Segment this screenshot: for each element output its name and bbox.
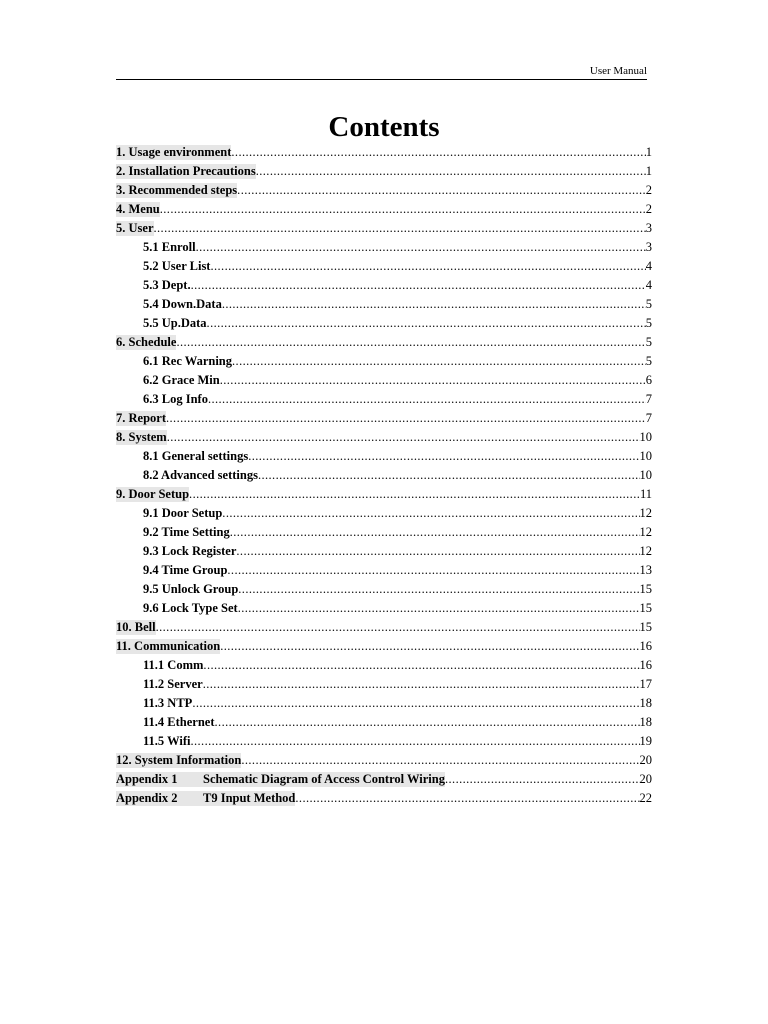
toc-dot-leader: [192, 696, 639, 711]
toc-entry[interactable]: [116, 183, 652, 202]
toc-entry[interactable]: [116, 278, 652, 297]
toc-entry-label: 5.3 Dept.: [143, 278, 191, 292]
toc-page-number: 2: [645, 183, 652, 197]
toc-page-number: 19: [639, 734, 652, 748]
toc-entry-label: 6.2 Grace Min: [143, 373, 220, 387]
toc-dot-leader: [215, 715, 640, 730]
toc-dot-leader: [191, 278, 646, 293]
toc-dot-leader: [207, 316, 646, 331]
toc-dot-leader: [256, 164, 646, 179]
toc-entry-label: [116, 772, 445, 787]
toc-page-number: 15: [639, 601, 652, 615]
toc-dot-leader: [230, 525, 640, 540]
toc-page-number: 6: [645, 373, 652, 387]
toc-dot-leader: [238, 601, 640, 616]
toc-entry[interactable]: [116, 677, 652, 696]
toc-entry[interactable]: [116, 582, 652, 601]
toc-entry[interactable]: [116, 753, 652, 772]
toc-entry[interactable]: [116, 696, 652, 715]
toc-entry-label: 11.1 Comm: [143, 658, 204, 672]
toc-page-number: 7: [645, 392, 652, 406]
toc-page-number: 5: [645, 335, 652, 349]
toc-dot-leader: [295, 791, 639, 806]
toc-entry-label: 12. System Information: [116, 753, 242, 767]
toc-entry-label: 9.1 Door Setup: [143, 506, 223, 520]
toc-dot-leader: [445, 772, 640, 787]
toc-entry[interactable]: [116, 297, 652, 316]
toc-entry[interactable]: [116, 772, 652, 791]
toc-entry-label: 2. Installation Precautions: [116, 164, 256, 178]
toc-page-number: 18: [639, 715, 652, 729]
toc-dot-leader: [232, 354, 646, 369]
toc-page-number: 3: [645, 240, 652, 254]
toc-entry-label: 7. Report: [116, 411, 166, 425]
toc-page-number: 15: [639, 582, 652, 596]
toc-entry-label: 5.1 Enroll: [143, 240, 196, 254]
toc-appendix-number: Appendix 1: [116, 772, 178, 786]
toc-page-number: 2: [645, 202, 652, 216]
toc-entry[interactable]: [116, 487, 652, 506]
toc-entry[interactable]: [116, 544, 652, 563]
toc-entry[interactable]: [116, 240, 652, 259]
toc-page-number: 18: [639, 696, 652, 710]
toc-entry-label: 6.1 Rec Warning: [143, 354, 233, 368]
toc-page-number: 10: [639, 468, 652, 482]
toc-entry[interactable]: [116, 525, 652, 544]
table-of-contents: [116, 145, 652, 810]
toc-dot-leader: [189, 487, 640, 502]
toc-dot-leader: [237, 183, 646, 198]
toc-entry-label: 1. Usage environment: [116, 145, 232, 159]
toc-page-number: 12: [639, 525, 652, 539]
toc-entry[interactable]: [116, 468, 652, 487]
toc-entry-label: 5.4 Down.Data: [143, 297, 222, 311]
toc-entry-label: 11.5 Wifi: [143, 734, 191, 748]
toc-dot-leader: [210, 259, 645, 274]
toc-page-number: 4: [645, 259, 652, 273]
toc-entry[interactable]: [116, 373, 652, 392]
toc-page-number: 3: [645, 221, 652, 235]
toc-dot-leader: [238, 582, 639, 597]
toc-entry[interactable]: [116, 601, 652, 620]
toc-dot-leader: [222, 506, 639, 521]
toc-page-number: 5: [645, 316, 652, 330]
toc-entry-label: 9.5 Unlock Group: [143, 582, 239, 596]
toc-entry-label: 5. User: [116, 221, 154, 235]
toc-dot-leader: [227, 563, 639, 578]
toc-page-number: 4: [645, 278, 652, 292]
toc-entry-label: 5.5 Up.Data: [143, 316, 207, 330]
toc-entry-label: 6. Schedule: [116, 335, 177, 349]
toc-page-number: 10: [639, 430, 652, 444]
toc-dot-leader: [258, 468, 640, 483]
toc-entry[interactable]: [116, 658, 652, 677]
toc-dot-leader: [222, 297, 646, 312]
toc-dot-leader: [166, 411, 646, 426]
toc-dot-leader: [231, 145, 645, 160]
toc-entry[interactable]: [116, 791, 652, 810]
toc-entry[interactable]: [116, 563, 652, 582]
toc-dot-leader: [176, 335, 645, 350]
toc-entry-label: 11.3 NTP: [143, 696, 193, 710]
toc-entry[interactable]: [116, 316, 652, 335]
toc-page-number: 12: [639, 544, 652, 558]
toc-dot-leader: [154, 221, 646, 236]
toc-dot-leader: [220, 373, 646, 388]
toc-page-number: 13: [639, 563, 652, 577]
toc-dot-leader: [241, 753, 639, 768]
toc-appendix-title: T9 Input Method: [203, 791, 296, 805]
toc-entry[interactable]: [116, 164, 652, 183]
toc-entry-label: 9. Door Setup: [116, 487, 190, 501]
toc-page-number: 12: [639, 506, 652, 520]
toc-appendix-title: Schematic Diagram of Access Control Wiring: [203, 772, 445, 786]
toc-entry[interactable]: [116, 354, 652, 373]
header-text: User Manual: [589, 65, 647, 77]
toc-page-number: 20: [639, 753, 652, 767]
toc-entry-label: 6.3 Log Info: [143, 392, 208, 406]
toc-dot-leader: [203, 677, 640, 692]
toc-page-number: 10: [639, 449, 652, 463]
toc-entry[interactable]: [116, 202, 652, 221]
toc-entry[interactable]: [116, 449, 652, 468]
toc-page-number: 15: [639, 620, 652, 634]
toc-entry-label: 8. System: [116, 430, 167, 444]
toc-entry[interactable]: [116, 506, 652, 525]
toc-entry[interactable]: [116, 145, 652, 164]
toc-page-number: 1: [645, 164, 652, 178]
toc-entry-label: 8.2 Advanced settings: [143, 468, 258, 482]
toc-page-number: 20: [639, 772, 652, 786]
toc-page-number: 16: [639, 639, 652, 653]
toc-page-number: 11: [639, 487, 652, 501]
toc-entry-label: 9.3 Lock Register: [143, 544, 237, 558]
toc-entry-label: 3. Recommended steps: [116, 183, 238, 197]
toc-entry-label: 11.4 Ethernet: [143, 715, 215, 729]
page-header: [116, 66, 647, 80]
toc-page-number: 17: [639, 677, 652, 691]
toc-entry[interactable]: [116, 392, 652, 411]
toc-entry-label: 5.2 User List: [143, 259, 211, 273]
toc-dot-leader: [220, 639, 639, 654]
toc-dot-leader: [208, 392, 646, 407]
toc-page-number: 1: [645, 145, 652, 159]
toc-entry-label: 8.1 General settings: [143, 449, 249, 463]
toc-entry[interactable]: [116, 734, 652, 753]
toc-entry-label: 10. Bell: [116, 620, 156, 634]
toc-page-number: 5: [645, 297, 652, 311]
toc-page-number: 7: [645, 411, 652, 425]
toc-dot-leader: [190, 734, 639, 749]
toc-appendix-number: Appendix 2: [116, 791, 178, 805]
toc-dot-leader: [160, 202, 646, 217]
toc-dot-leader: [248, 449, 639, 464]
toc-entry-label: [116, 791, 295, 806]
toc-entry-label: 9.2 Time Setting: [143, 525, 230, 539]
toc-entry-label: 9.4 Time Group: [143, 563, 228, 577]
toc-entry[interactable]: [116, 639, 652, 658]
toc-page-number: 5: [645, 354, 652, 368]
toc-entry[interactable]: [116, 411, 652, 430]
toc-dot-leader: [236, 544, 639, 559]
toc-dot-leader: [167, 430, 640, 445]
toc-entry[interactable]: [116, 259, 652, 278]
toc-entry-label: 9.6 Lock Type Set: [143, 601, 238, 615]
toc-dot-leader: [203, 658, 639, 673]
toc-dot-leader: [196, 240, 646, 255]
toc-entry-label: 4. Menu: [116, 202, 160, 216]
toc-entry[interactable]: [116, 221, 652, 240]
toc-entry-label: 11. Communication: [116, 639, 221, 653]
toc-page-number: 16: [639, 658, 652, 672]
toc-entry[interactable]: [116, 335, 652, 354]
toc-dot-leader: [156, 620, 640, 635]
toc-page-number: 22: [639, 791, 652, 805]
toc-entry[interactable]: [116, 715, 652, 734]
page-title: Contents: [328, 111, 440, 143]
toc-entry[interactable]: [116, 620, 652, 639]
toc-entry[interactable]: [116, 430, 652, 449]
toc-entry-label: 11.2 Server: [143, 677, 203, 691]
